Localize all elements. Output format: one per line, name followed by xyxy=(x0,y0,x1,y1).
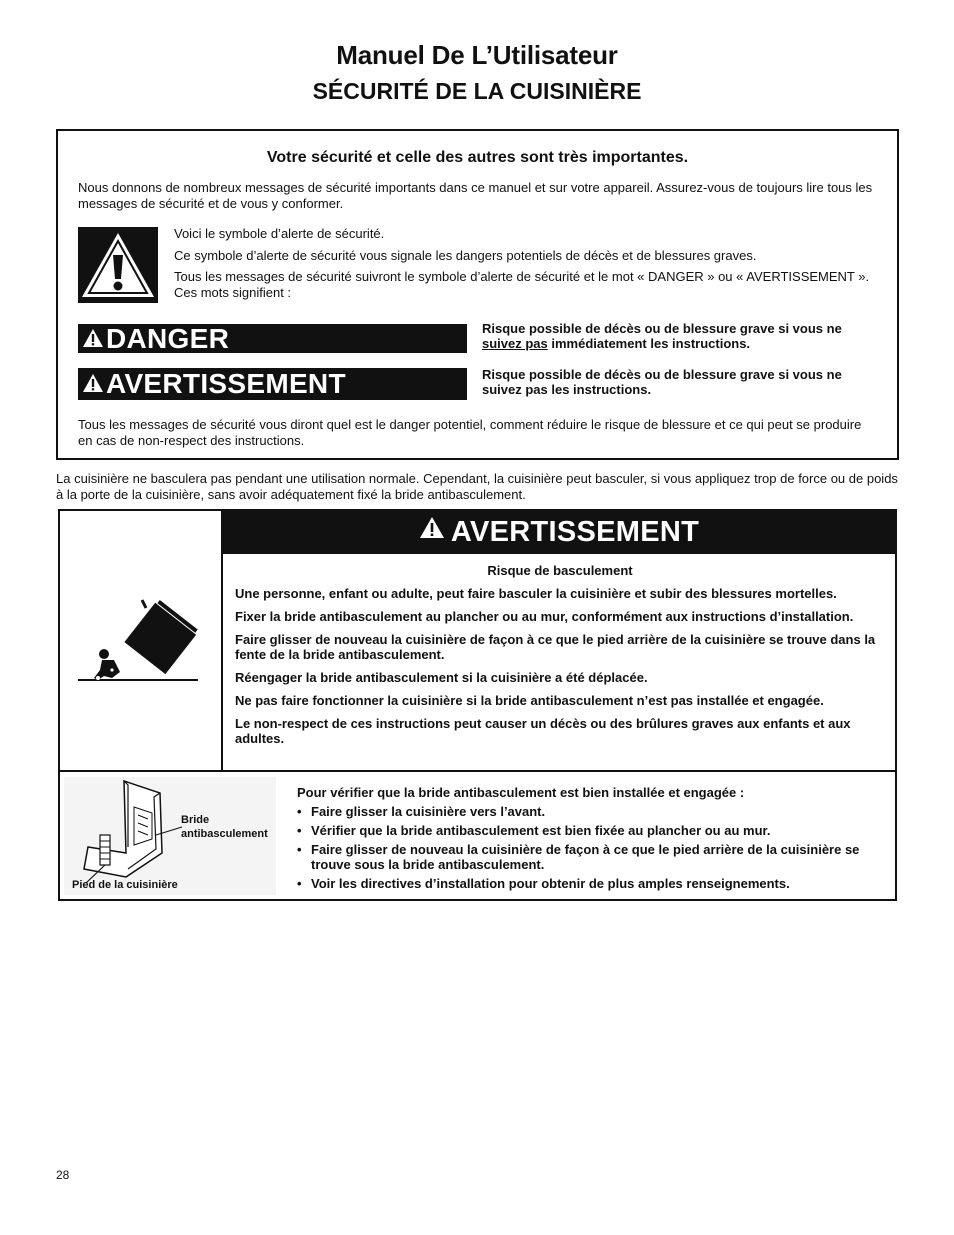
warning-label: AVERTISSEMENT xyxy=(106,368,346,399)
bracket-check-instructions xyxy=(297,785,887,895)
danger-label: DANGER xyxy=(106,323,230,354)
warning-paragraph: Ne pas faire fonctionner la cuisinière si la bride antibasculement n’est pas installée et engagée. xyxy=(235,693,824,708)
danger-definition: Risque possible de décès ou de blessure grave si vous ne suivez pas immédiatement les instructions. xyxy=(482,321,842,351)
bracket-label: Bride antibasculement xyxy=(181,814,268,840)
safety-info-box xyxy=(56,129,899,460)
risk-title: Risque de basculement xyxy=(487,563,633,578)
alert-line: Voici le symbole d’alerte de sécurité. xyxy=(174,226,385,241)
tip-over-warning-text xyxy=(235,563,885,754)
warning-triangle-icon xyxy=(419,509,445,552)
box-divider xyxy=(60,770,895,772)
tip-over-illustration-cell xyxy=(60,511,223,770)
check-heading: Pour vérifier que la bride antibasculement est bien installée et engagée : xyxy=(297,785,745,800)
warning-paragraph: Le non-respect de ces instructions peut causer un décès ou des brûlures graves aux enfants et aux adultes. xyxy=(235,716,851,746)
page-number: 28 xyxy=(56,1168,70,1182)
warning-triangle-icon xyxy=(82,324,104,354)
warning-paragraph: Faire glisser de nouveau la cuisinière de façon à ce que le pied arrière de la cuisinière se trouve dans la fente de la bride antibasculement. xyxy=(235,632,876,662)
tip-over-warning-banner xyxy=(223,511,895,554)
alert-line: Ce symbole d’alerte de sécurité vous signale les dangers potentiels de décès et de blessures graves. xyxy=(174,247,757,263)
tip-over-warning-label: AVERTISSEMENT xyxy=(450,516,700,548)
danger-banner xyxy=(78,324,467,353)
safety-heading: Votre sécurité et celle des autres sont très importantes. xyxy=(266,149,689,166)
warning-triangle-icon xyxy=(82,368,104,400)
page-title: Manuel De L’Utilisateur xyxy=(336,40,618,70)
check-item: • Faire glisser la cuisinière vers l’avant. xyxy=(297,804,887,819)
check-item: • Vérifier que la bride antibasculement est bien fixée au plancher ou au mur. xyxy=(297,823,887,838)
safety-outro-text: Tous les messages de sécurité vous diront quel est le danger potentiel, comment réduire le risque de blessure et ce qui peut se produire en cas de non-respect des instructions. xyxy=(78,417,862,448)
range-tipping-icon xyxy=(76,596,206,686)
anti-tip-bracket-figure xyxy=(64,777,276,895)
safety-alert-icon xyxy=(78,227,158,303)
warning-paragraph: Fixer la bride antibasculement au plancher ou au mur, conformément aux instructions d’installation. xyxy=(235,609,854,624)
safety-intro-text: Nous donnons de nombreux messages de sécurité importants dans ce manuel et sur votre appareil. Assurez-vous de toujours lire tous les messages de sécurité et de vous y conformer. xyxy=(78,180,873,211)
warning-definition: Risque possible de décès ou de blessure grave si vous ne suivez pas les instructions. xyxy=(482,367,842,397)
alert-line: Tous les messages de sécurité suivront le symbole d’alerte de sécurité et le mot « DANGER » ou « AVERTISSEMENT ». Ces mots signifient : xyxy=(174,269,870,300)
tip-over-intro: La cuisinière ne basculera pas pendant une utilisation normale. Cependant, la cuisinière peut basculer, si vous appliquez trop de force ou de poids à la porte de la cuisinière, sans avoir adéquatement fixé la bride antibasculement. xyxy=(56,471,898,502)
foot-label: Pied de la cuisinière xyxy=(72,879,178,891)
alert-symbol-description xyxy=(174,226,874,306)
warning-banner xyxy=(78,368,467,400)
warning-paragraph: Réengager la bride antibasculement si la cuisinière a été déplacée. xyxy=(235,670,648,685)
check-item: • Faire glisser de nouveau la cuisinière de façon à ce que le pied arrière de la cuisinière se trouve sous la bride antibasculement. xyxy=(297,842,887,872)
warning-paragraph: Une personne, enfant ou adulte, peut faire basculer la cuisinière et subir des blessures mortelles. xyxy=(235,586,837,601)
check-list xyxy=(297,804,887,891)
check-item: • Voir les directives d’installation pour obtenir de plus amples renseignements. xyxy=(297,876,887,891)
section-title: SÉCURITÉ DE LA CUISINIÈRE xyxy=(312,78,642,104)
tip-over-warning-box xyxy=(58,509,897,901)
